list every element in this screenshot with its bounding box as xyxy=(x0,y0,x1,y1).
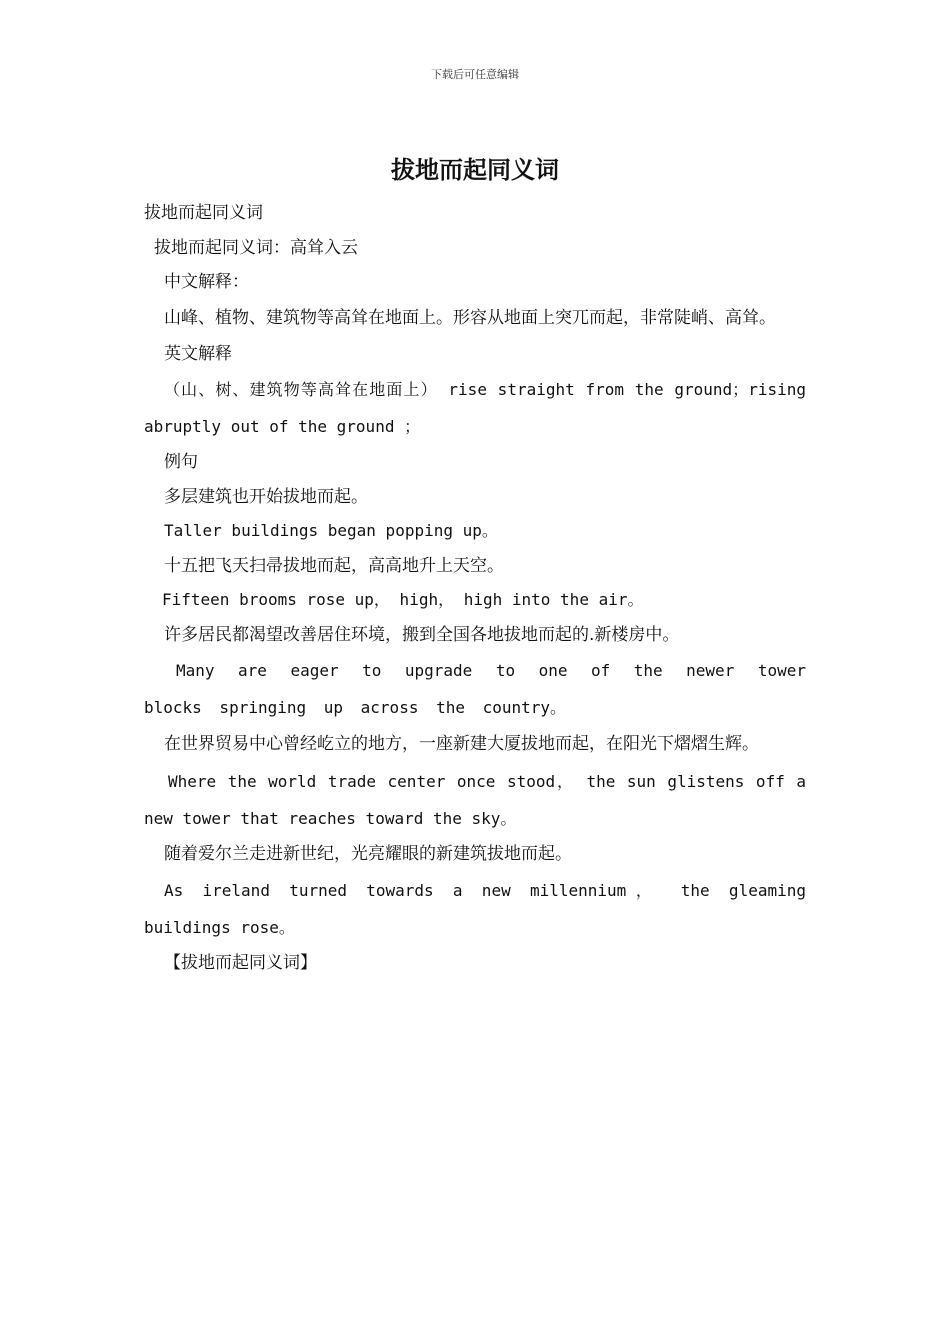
chinese-explanation-label: 中文解释： xyxy=(164,272,249,292)
closing-bracket-title: 【拔地而起同义词】 xyxy=(164,952,317,973)
synonym-line: 拔地而起同义词：高耸入云 xyxy=(154,237,358,258)
example-2-zh: 十五把飞天扫帚拔地而起，高高地升上天空。 xyxy=(164,555,504,576)
english-explanation-label: 英文解释 xyxy=(164,343,232,364)
example-5-zh: 随着爱尔兰走进新世纪，光亮耀眼的新建筑拔地而起。 xyxy=(164,844,572,864)
page-header-note: 下载后可任意编辑 xyxy=(431,68,519,81)
examples-label: 例句 xyxy=(164,452,198,472)
example-5-en: As ireland turned towards a new millennium， the gleaming buildings rose。 xyxy=(144,880,806,937)
example-1-zh: 多层建筑也开始拔地而起。 xyxy=(164,486,368,507)
example-1-en: Taller buildings began popping up。 xyxy=(164,521,498,540)
example-2-en: Fifteen brooms rose up， high， high into the air。 xyxy=(162,590,644,609)
english-explanation-text: （山、树、建筑物等高耸在地面上） rise straight from the ground；rising abruptly out of the ground ； xyxy=(144,380,806,436)
example-4-zh: 在世界贸易中心曾经屹立的地方，一座新建大厦拔地而起，在阳光下熠熠生辉。 xyxy=(164,734,759,754)
document-title: 拔地而起同义词 xyxy=(391,156,559,184)
paragraph-heading: 拔地而起同义词 xyxy=(144,203,263,223)
example-4-en: Where the world trade center once stood， the sun glistens off a new tower that reaches toward the sky。 xyxy=(144,772,806,828)
example-3-zh: 许多居民都渴望改善居住环境，搬到全国各地拔地而起的.新楼房中。 xyxy=(164,624,680,645)
document-body xyxy=(144,196,806,980)
example-3-en: Many are eager to upgrade to one of the newer tower blocks springing up across the country。 xyxy=(144,661,806,717)
chinese-explanation-text: 山峰、植物、建筑物等高耸在地面上。形容从地面上突兀而起，非常陡峭、高耸。 xyxy=(164,307,776,328)
